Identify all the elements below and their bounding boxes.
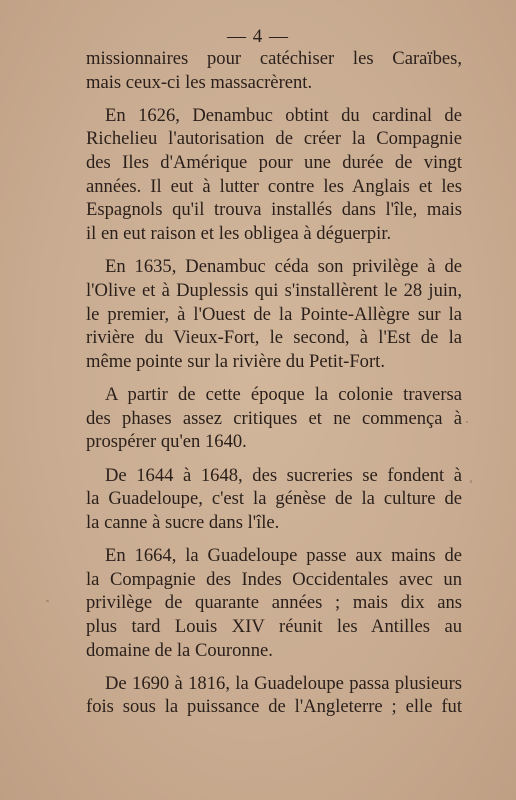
text-line: domaine de la Couronne. [86, 639, 273, 661]
text-line: la Guadeloupe, c'est la génèse de la culture de [86, 488, 462, 510]
paper-speck [46, 600, 49, 602]
text-line: De 1644 à 1648, des sucreries se fondent à [105, 464, 462, 486]
text-line: même pointe sur la rivière du Petit-Fort. [86, 350, 385, 372]
text-line: l'Olive et à Duplessis qui s'installèrent le 28 juin, [86, 279, 462, 301]
paragraph-6 [86, 544, 462, 662]
text-line: années. Il eut à lutter contre les Anglais et les [86, 175, 462, 197]
paragraph-1 [86, 47, 462, 94]
text-line: Richelieu l'autorisation de créer la Compagnie [86, 128, 462, 150]
text-line: prospérer qu'en 1640. [86, 431, 247, 453]
page-number: — 4 — [227, 26, 289, 47]
text-line: la Compagnie des Indes Occidentales avec un [86, 568, 462, 590]
text-line: En 1626, Denambuc obtint du cardinal de [105, 104, 462, 126]
text-line: missionnaires pour catéchiser les Caraïbes, [86, 48, 462, 69]
paragraph-3 [86, 255, 462, 373]
text-line: fois sous la puissance de l'Angleterre ; elle fut [86, 696, 462, 718]
text-line: des Iles d'Amérique pour une durée de vingt [86, 152, 462, 174]
paragraph-2 [86, 104, 462, 246]
text-line: Espagnols qu'il trouva installés dans l'île, mais [86, 199, 462, 221]
text-line: plus tard Louis XIV réunit les Antilles au [86, 615, 462, 637]
text-line: privilège de quarante années ; mais dix ans [86, 592, 462, 614]
paper-speck [470, 480, 472, 483]
text-line: des phases assez critiques et ne commença à [86, 407, 462, 429]
text-line: En 1664, la Guadeloupe passe aux mains de [105, 544, 462, 566]
paragraph-4 [86, 383, 462, 454]
paragraph-7 [86, 672, 462, 719]
text-line: De 1690 à 1816, la Guadeloupe passa plusieurs [105, 672, 462, 694]
text-line: A partir de cette époque la colonie traversa [105, 384, 462, 406]
text-line: le premier, à l'Ouest de la Pointe-Allègre sur la [86, 303, 462, 325]
paper-speck [466, 421, 468, 423]
text-line: mais ceux-ci les massacrèrent. [86, 71, 313, 93]
text-line: il en eut raison et les obligea à déguerpir. [86, 223, 392, 245]
text-line: En 1635, Denambuc céda son privilège à de [105, 256, 462, 278]
page-text [86, 47, 462, 729]
text-line: la canne à sucre dans l'île. [86, 511, 280, 533]
paragraph-5 [86, 464, 462, 535]
text-line: rivière du Vieux-Fort, le second, à l'Est de la [86, 327, 462, 349]
